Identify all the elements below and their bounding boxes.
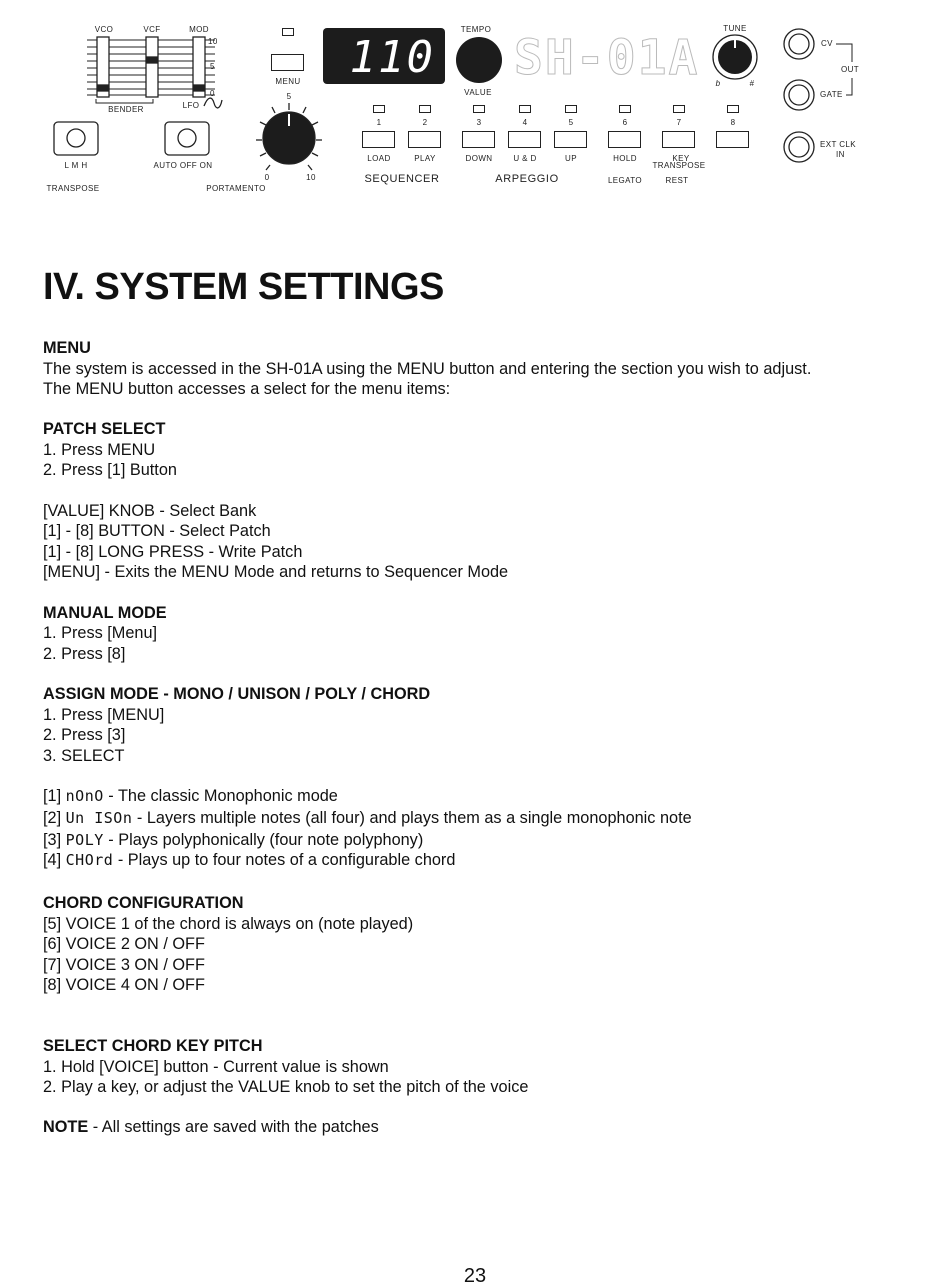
arpeggio-label: ARPEGGIO [495,173,559,185]
portamento-label: PORTAMENTO [206,184,266,193]
patch-select-heading: PATCH SELECT [43,420,166,438]
chord-item: [6] VOICE 2 ON / OFF [43,935,205,953]
menu-button[interactable] [271,54,304,71]
pitch-step: 2. Play a key, or adjust the VALUE knob to set the pitch of the voice [43,1078,529,1096]
menu-paragraph-2: The MENU button accesses a select for the menu items: [43,380,451,398]
step-button-6[interactable] [608,131,641,148]
assign-mode-desc: - Layers multiple notes (all four) and plays them as a single monophonic note [136,809,692,827]
page-title: IV. SYSTEM SETTINGS [43,266,444,308]
step-number-4: 4 [522,118,528,127]
step-number-8: 8 [730,118,736,127]
step-led-3 [473,105,485,113]
scale-bottom-label: 0 [210,89,215,98]
step-number-3: 3 [476,118,482,127]
hold-label: HOLD [613,154,637,163]
step-button-1[interactable] [362,131,395,148]
mod-slider [193,37,205,97]
assign-mode-desc: - The classic Monophonic mode [108,787,338,805]
auto-switch-positions: AUTO OFF ON [153,161,213,170]
sequencer-label: SEQUENCER [364,173,440,185]
value-label: VALUE [464,88,492,97]
manual-step: 1. Press [Menu] [43,624,158,642]
menu-paragraph-1: The system is accessed in the SH-01A using the MENU button and entering the section you wish to adjust. [43,360,812,378]
menu-led [282,28,294,36]
chord-display-glyph: CHOrd [65,851,114,869]
tune-knob [713,35,757,79]
sh-01a-logo: SH-01A [514,30,700,86]
chord-item: [8] VOICE 4 ON / OFF [43,976,205,994]
ext-clk-label: EXT CLK [820,140,856,149]
manual-step: 2. Press [8] [43,645,126,663]
menu-label: MENU [275,77,301,86]
legato-label: LEGATO [607,176,643,185]
step-button-3[interactable] [462,131,495,148]
step-button-7[interactable] [662,131,695,148]
portamento-max-label: 10 [306,173,316,182]
step-number-2: 2 [422,118,428,127]
u-and-d-label: U & D [513,154,537,163]
cv-label: CV [821,39,833,48]
bender-label: BENDER [108,105,144,114]
patch-control: [MENU] - Exits the MENU Mode and returns to Sequencer Mode [43,563,509,581]
assign-mode-desc: - Plays up to four notes of a configurable chord [117,851,456,869]
step-number-6: 6 [622,118,628,127]
assign-mode-key: [1] [43,787,62,805]
tune-flat-label: b [715,79,721,88]
lfo-label: LFO [182,101,200,110]
vco-slider [97,37,109,97]
patch-control: [1] - [8] BUTTON - Select Patch [43,522,271,540]
poly-display-glyph: POLY [65,831,104,849]
select-chord-key-pitch-heading: SELECT CHORD KEY PITCH [43,1037,263,1055]
portamento-mid-label: 5 [286,92,292,101]
synth-panel-diagram [0,0,950,200]
jacks [784,29,814,162]
up-label: UP [565,154,577,163]
assign-mode-item [43,808,692,828]
pitch-step: 1. Hold [VOICE] button - Current value is shown [43,1058,389,1076]
assign-mode-key: [3] [43,831,62,849]
out-label: OUT [841,65,860,74]
patch-step: 2. Press [1] Button [43,461,177,479]
transpose-label: TRANSPOSE [46,184,100,193]
mod-label: MOD [189,25,209,34]
menu-heading: MENU [43,339,91,357]
step-led-7 [673,105,685,113]
unison-display-glyph: Un ISOn [65,809,133,827]
step-button-4[interactable] [508,131,541,148]
patch-control: [1] - [8] LONG PRESS - Write Patch [43,543,303,561]
vcf-slider [146,37,158,97]
transpose-switch [54,122,98,155]
step-button-8[interactable] [716,131,749,148]
load-label: LOAD [367,154,391,163]
step-button-5[interactable] [554,131,587,148]
tempo-label: TEMPO [460,25,492,34]
lfo-wave-icon [204,98,222,108]
step-number-7: 7 [676,118,682,127]
assign-mode-item [43,830,423,850]
portamento-knob [256,103,322,170]
assign-mode-heading: ASSIGN MODE - MONO / UNISON / POLY / CHORD [43,685,431,703]
key-label: KEY [672,154,690,163]
assign-mode-item [43,786,338,806]
in-label: IN [836,150,845,159]
note-text: - All settings are saved with the patches [88,1118,379,1136]
chord-item: [7] VOICE 3 ON / OFF [43,956,205,974]
manual-mode-heading: MANUAL MODE [43,604,167,622]
step-led-1 [373,105,385,113]
step-led-2 [419,105,431,113]
display-value: 110 [349,32,435,83]
assign-mode-item [43,850,455,870]
step-led-8 [727,105,739,113]
page-number: 23 [463,1265,487,1287]
chord-configuration-heading: CHORD CONFIGURATION [43,894,244,912]
assign-mode-key: [4] [43,851,62,869]
vco-label: VCO [94,25,114,34]
chord-item: [5] VOICE 1 of the chord is always on (note played) [43,915,414,933]
scale-mid-label: 5 [210,62,215,71]
step-button-2[interactable] [408,131,441,148]
vcf-label: VCF [143,25,161,34]
tune-sharp-label: # [749,79,755,88]
assign-mode-desc: - Plays polyphonically (four note polyphony) [108,831,424,849]
assign-step: 2. Press [3] [43,726,126,744]
transpose-switch-positions: L M H [64,161,88,170]
gate-label: GATE [820,90,843,99]
scale-top-label: 10 [208,37,218,46]
play-label: PLAY [414,154,436,163]
tempo-knob [456,37,502,83]
patch-step: 1. Press MENU [43,441,156,459]
key-transpose-label: TRANSPOSE [652,161,706,170]
step-led-4 [519,105,531,113]
rest-label: REST [665,176,689,185]
step-led-6 [619,105,631,113]
tune-label: TUNE [723,24,747,33]
note-line [43,1117,379,1137]
patch-control: [VALUE] KNOB - Select Bank [43,502,257,520]
note-label: NOTE [43,1118,89,1136]
step-number-1: 1 [376,118,382,127]
tempo-display [323,28,445,84]
mono-display-glyph: nOnO [65,787,104,805]
assign-step: 3. SELECT [43,747,125,765]
step-number-5: 5 [568,118,574,127]
portamento-min-label: 0 [264,173,270,182]
assign-mode-key: [2] [43,809,62,827]
auto-switch [165,122,209,155]
down-label: DOWN [465,154,493,163]
step-led-5 [565,105,577,113]
assign-step: 1. Press [MENU] [43,706,165,724]
